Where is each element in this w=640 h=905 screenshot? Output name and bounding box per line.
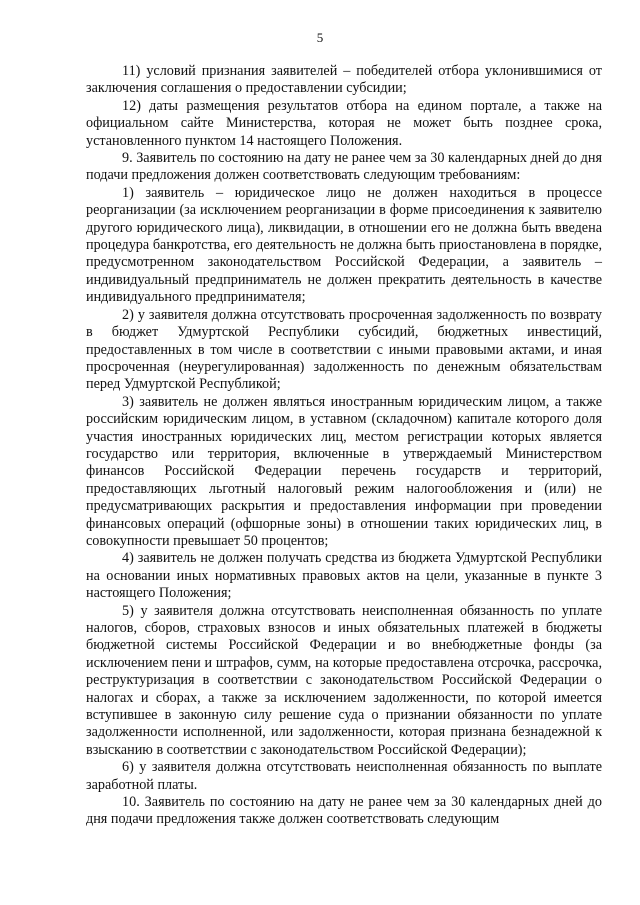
- paragraph-requirement-3: 3) заявитель не должен являться иностранным юридическим лицом, а также российским юридическим лицом, в уставном (складочном) капитале которого доля участия иностранных юридических лиц, местом регистрации которых является государство или территория, включенные в утверждаемый Министерством финансов Российской Федерации перечень государств и территорий, предоставляющих льготный налоговый режим налогообложения и (или) не предусматривающих раскрытия и предоставления информации при проведении финансовых операций (офшорные зоны) в отношении таких юридических лиц, в совокупности превышает 50 процентов;: [86, 393, 602, 549]
- paragraph-requirement-4: 4) заявитель не должен получать средства из бюджета Удмуртской Республики на основании иных нормативных правовых актов на цели, указанные в пункте 3 настоящего Положения;: [86, 550, 602, 602]
- paragraph-requirement-2: 2) у заявителя должна отсутствовать просроченная задолженность по возврату в бюджет Удмуртской Республики субсидий, бюджетных инвестиций, предоставленных в том числе в соответствии с иными правовыми актами, и иная просроченная (неурегулированная) задолженность по денежным обязательствам перед Удмуртской Республикой;: [86, 306, 602, 393]
- paragraph-requirement-6: 6) у заявителя должна отсутствовать неисполненная обязанность по выплате заработной платы.: [86, 759, 602, 793]
- paragraph-item-12: 12) даты размещения результатов отбора на едином портале, а также на официальном сайте Министерства, которая не может быть позднее срока, установленного пунктом 14 настоящего Положения.: [86, 97, 602, 149]
- paragraph-requirement-1: 1) заявитель – юридическое лицо не должен находиться в процессе реорганизации (за исключением реорганизации в форме присоединения к заявителю другого юридического лица), ликвидации, в отношении его не должна быть введена процедура банкротства, его деятельность не должна быть приостановлена в порядке, предусмотренном законодательством Российской Федерации, а заявитель – индивидуальный предприниматель не должен прекратить деятельность в качестве индивидуального предпринимателя;: [86, 184, 602, 306]
- page-number: 5: [316, 30, 324, 45]
- paragraph-requirement-5: 5) у заявителя должна отсутствовать неисполненная обязанность по уплате налогов, сборов, страховых взносов и иных обязательных платежей в бюджеты бюджетной системы Российской Федерации и во внебюджетные фонды (за исключением пени и штрафов, сумм, на которые предоставлена отсрочка, рассрочка, реструктуризация в соответствии с законодательством Российской Федерации о налогах и сборах, а также за исключением задолженности, по которой имеется вступившее в законную силу решение суда о признании обязанности по уплате задолженности исполненной, или задолженности, которая признана безнадежной к взысканию в соответствии с законодательством Российской Федерации);: [86, 602, 602, 758]
- paragraph-item-11: 11) условий признания заявителей – победителей отбора уклонившимися от заключения соглашения о предоставлении субсидии;: [86, 63, 602, 97]
- paragraph-section-10: 10. Заявитель по состоянию на дату не ранее чем за 30 календарных дней до дня подачи предложения также должен соответствовать следующим: [86, 794, 602, 828]
- paragraph-section-9: 9. Заявитель по состоянию на дату не ранее чем за 30 календарных дней до дня подачи предложения должен соответствовать следующим требованиям:: [86, 150, 602, 184]
- document-body: [86, 63, 602, 829]
